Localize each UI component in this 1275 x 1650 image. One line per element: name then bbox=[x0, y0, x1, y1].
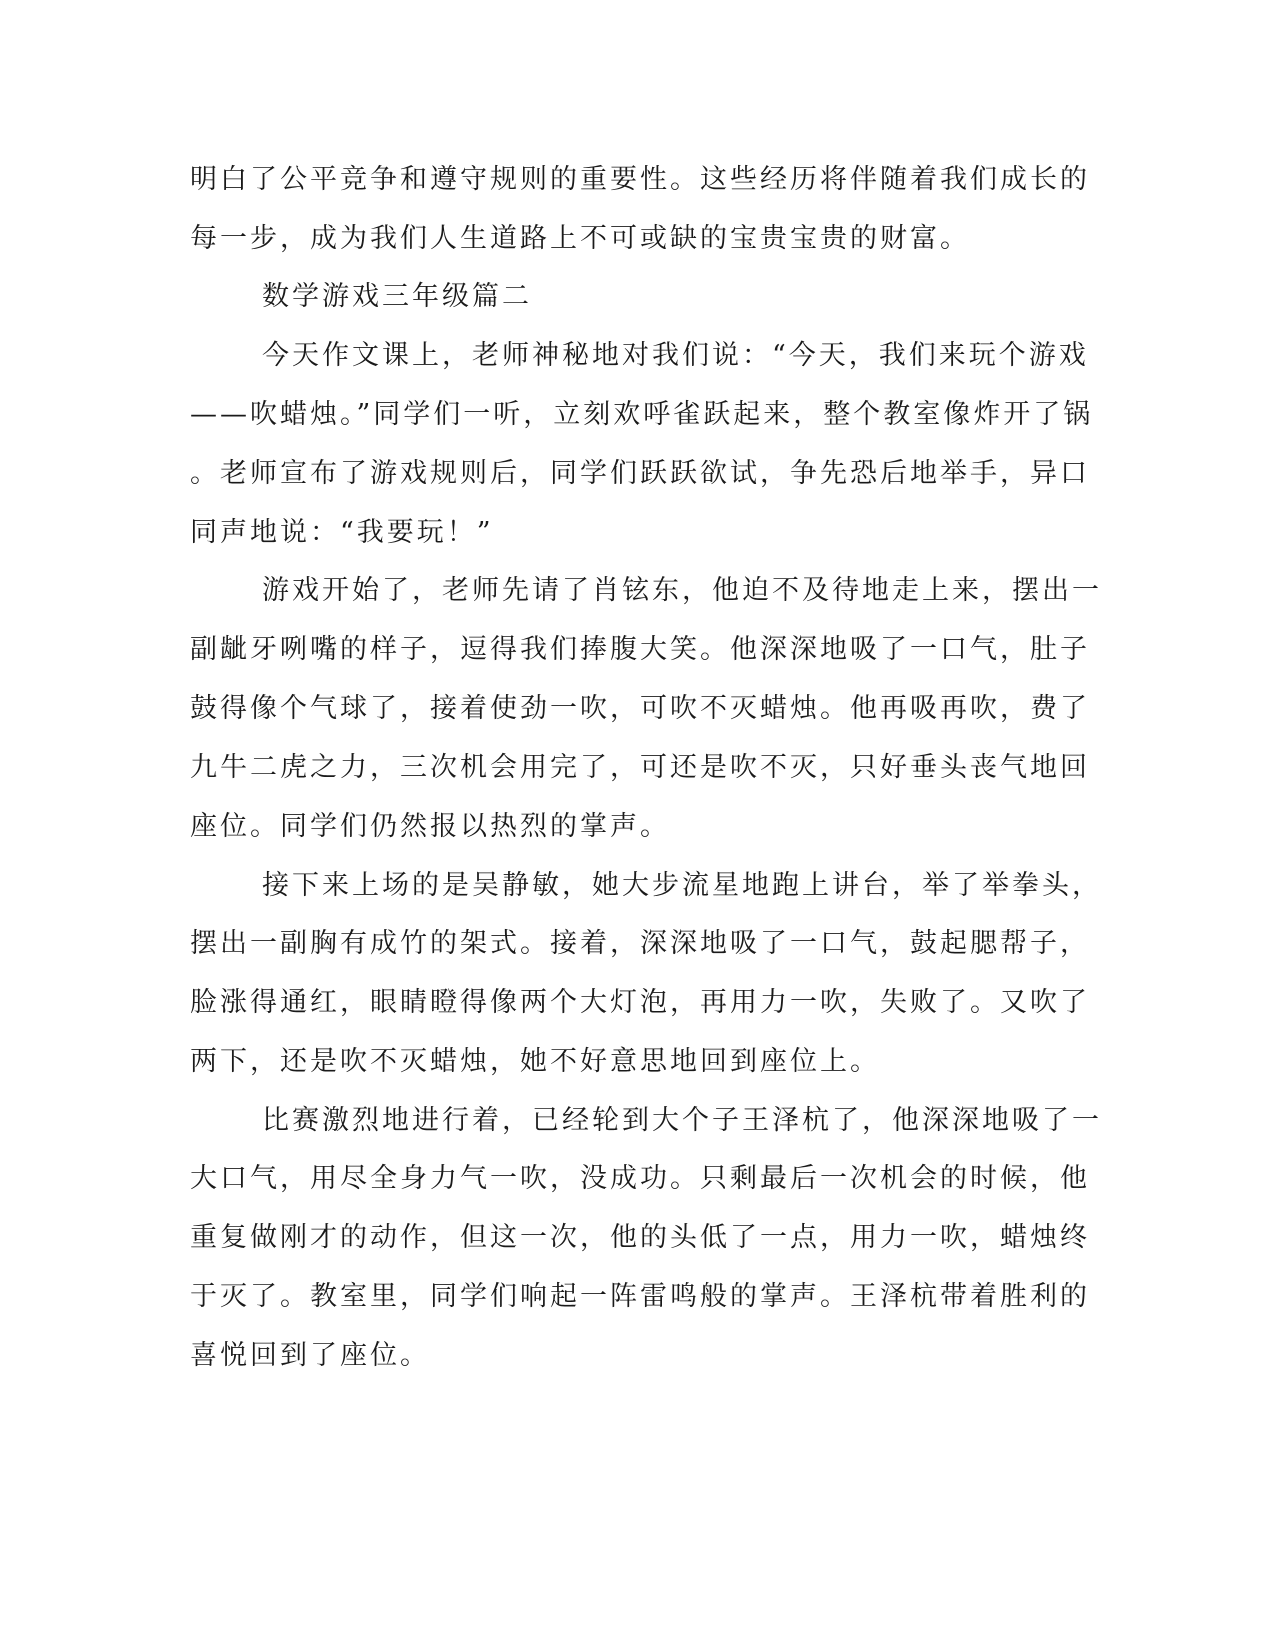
text-line: 同声地说：“我要玩！” bbox=[190, 517, 494, 548]
text-line: 每一步，成为我们人生道路上不可或缺的宝贵宝贵的财富。 bbox=[190, 223, 970, 254]
text-line: 今天作文课上，老师神秘地对我们说：“今天，我们来玩个游戏 bbox=[262, 340, 1089, 371]
text-line: 于灭了。教室里，同学们响起一阵雷鸣般的掌声。王泽杭带着胜利的 bbox=[190, 1281, 1090, 1312]
text-line: 。老师宣布了游戏规则后，同学们跃跃欲试，争先恐后地举手，异口 bbox=[190, 458, 1090, 489]
text-line: 九牛二虎之力，三次机会用完了，可还是吹不灭，只好垂头丧气地回 bbox=[190, 752, 1090, 783]
text-line: 游戏开始了，老师先请了肖铉东，他迫不及待地走上来，摆出一 bbox=[262, 575, 1102, 606]
text-line: 座位。同学们仍然报以热烈的掌声。 bbox=[190, 811, 670, 842]
text-line: 鼓得像个气球了，接着使劲一吹，可吹不灭蜡烛。他再吸再吹，费了 bbox=[190, 693, 1090, 724]
text-line: 接下来上场的是吴静敏，她大步流星地跑上讲台，举了举拳头， bbox=[262, 870, 1102, 901]
text-line: 脸涨得通红，眼睛瞪得像两个大灯泡，再用力一吹，失败了。又吹了 bbox=[190, 987, 1090, 1018]
text-line: 喜悦回到了座位。 bbox=[190, 1340, 430, 1371]
section-heading: 数学游戏三年级篇二 bbox=[262, 281, 532, 312]
text-line: 两下，还是吹不灭蜡烛，她不好意思地回到座位上。 bbox=[190, 1046, 880, 1077]
text-line: 大口气，用尽全身力气一吹，没成功。只剩最后一次机会的时候，他 bbox=[190, 1163, 1090, 1194]
text-line: 副龇牙咧嘴的样子，逗得我们捧腹大笑。他深深地吸了一口气，肚子 bbox=[190, 634, 1090, 665]
text-line: 比赛激烈地进行着，已经轮到大个子王泽杭了，他深深地吸了一 bbox=[262, 1105, 1102, 1136]
text-line: ——吹蜡烛。”同学们一听，立刻欢呼雀跃起来，整个教室像炸开了锅 bbox=[190, 399, 1094, 430]
text-line: 摆出一副胸有成竹的架式。接着，深深地吸了一口气，鼓起腮帮子， bbox=[190, 928, 1090, 959]
text-line: 重复做刚才的动作，但这一次，他的头低了一点，用力一吹，蜡烛终 bbox=[190, 1222, 1090, 1253]
text-line: 明白了公平竞争和遵守规则的重要性。这些经历将伴随着我们成长的 bbox=[190, 164, 1090, 195]
